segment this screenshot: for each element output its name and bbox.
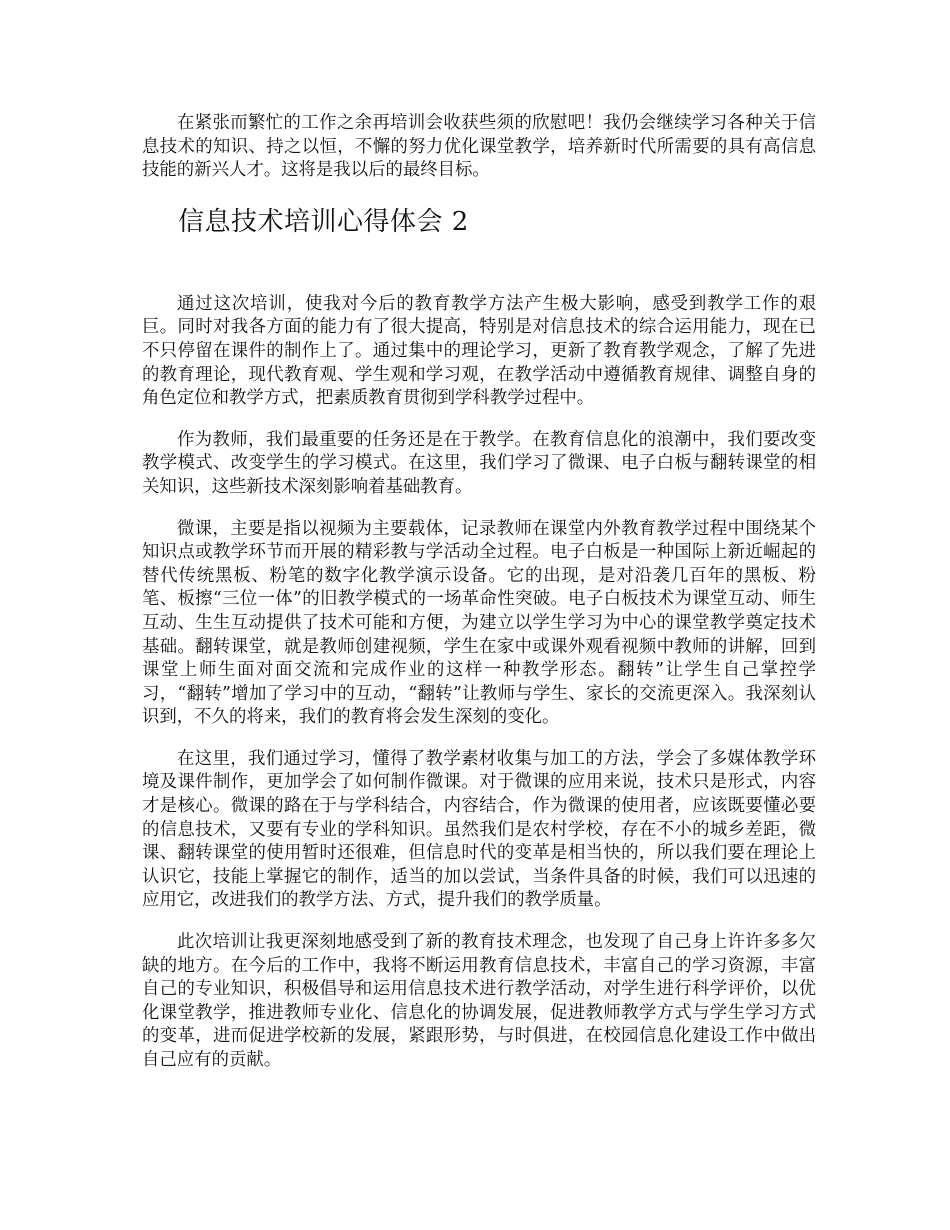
body-paragraph-2: 作为教师，我们最重要的任务还是在于教学。在教育信息化的浪潮中，我们要改变教学模式、改变学生的学习模式。在这里，我们学习了微课、电子白板与翻转课堂的相关知识，这些新技术深刻影响着基础教育。: [142, 429, 816, 497]
intro-paragraph: 在紧张而繁忙的工作之余再培训会收获些须的欣慰吧！我仍会继续学习各种关于信息技术的知识、持之以恒，不懈的努力优化课堂教学，培养新时代所需要的具有高信息技能的新兴人才。这将是我以后的最终目标。: [142, 113, 816, 181]
body-paragraph-5: 此次培训让我更深刻地感受到了新的教育技术理念，也发现了自己身上许许多多欠缺的地方。在今后的工作中，我将不断运用教育信息技术，丰富自己的学习资源，丰富自己的专业知识，积极倡导和运用信息技术进行教学活动，对学生进行科学评价，以优化课堂教学，推进教师专业化、信息化的协调发展，促进教师教学方式与学生学习方式的变革，进而促进学校新的发展，紧跟形势，与时俱进，在校园信息化建设工作中做出自己应有的贡献。: [142, 932, 816, 1070]
body-paragraph-1: 通过这次培训，使我对今后的教育教学方法产生极大影响，感受到教学工作的艰巨。同时对我各方面的能力有了很大提高，特别是对信息技术的综合运用能力，现在已不只停留在课件的制作上了。通过集中的理论学习，更新了教育教学观念，了解了先进的教育理论，现代教育观、学生观和学习观，在教学活动中遵循教育规律、调整自身的角色定位和教学方式，把素质教育贯彻到学科教学过程中。: [142, 293, 816, 409]
body-paragraph-3: 微课，主要是指以视频为主要载体，记录教师在课堂内外教育教学过程中围绕某个知识点或教学环节而开展的精彩教与学活动全过程。电子白板是一种国际上新近崛起的替代传统黑板、粉笔的数字化教学演示设备。它的出现，是对沿袭几百年的黑板、粉笔、板擦“三位一体”的旧教学模式的一场革命性突破。电子白板技术为课堂互动、师生互动、生生互动提供了技术可能和方便，为建立以学生学习为中心的课堂教学奠定技术基础。翻转课堂，就是教师创建视频，学生在家中或课外观看视频中教师的讲解，回到课堂上师生面对面交流和完成作业的这样一种教学形态。翻转”让学生自己掌控学习，“翻转”增加了学习中的互动，“翻转”让教师与学生、家长的交流更深入。我深刻认识到，不久的将来，我们的教育将会发生深刻的变化。: [142, 518, 816, 728]
body-paragraph-4: 在这里，我们通过学习，懂得了教学素材收集与加工的方法，学会了多媒体教学环境及课件制作，更加学会了如何制作微课。对于微课的应用来说，技术只是形式，内容才是核心。微课的路在于与学科结合，内容结合，作为微课的使用者，应该既要懂必要的信息技术，又要有专业的学科知识。虽然我们是农村学校，存在不小的城乡差距，微课、翻转课堂的使用暂时还很难，但信息时代的变革是相当快的，所以我们要在理论上认识它，技能上掌握它的制作，适当的加以尝试，当条件具备的时候，我们可以迅速的应用它，改进我们的教学方法、方式，提升我们的教学质量。: [142, 748, 816, 911]
section-heading: 信息技术培训心得体会 2: [178, 206, 469, 237]
document-page: [142, 112, 816, 1073]
